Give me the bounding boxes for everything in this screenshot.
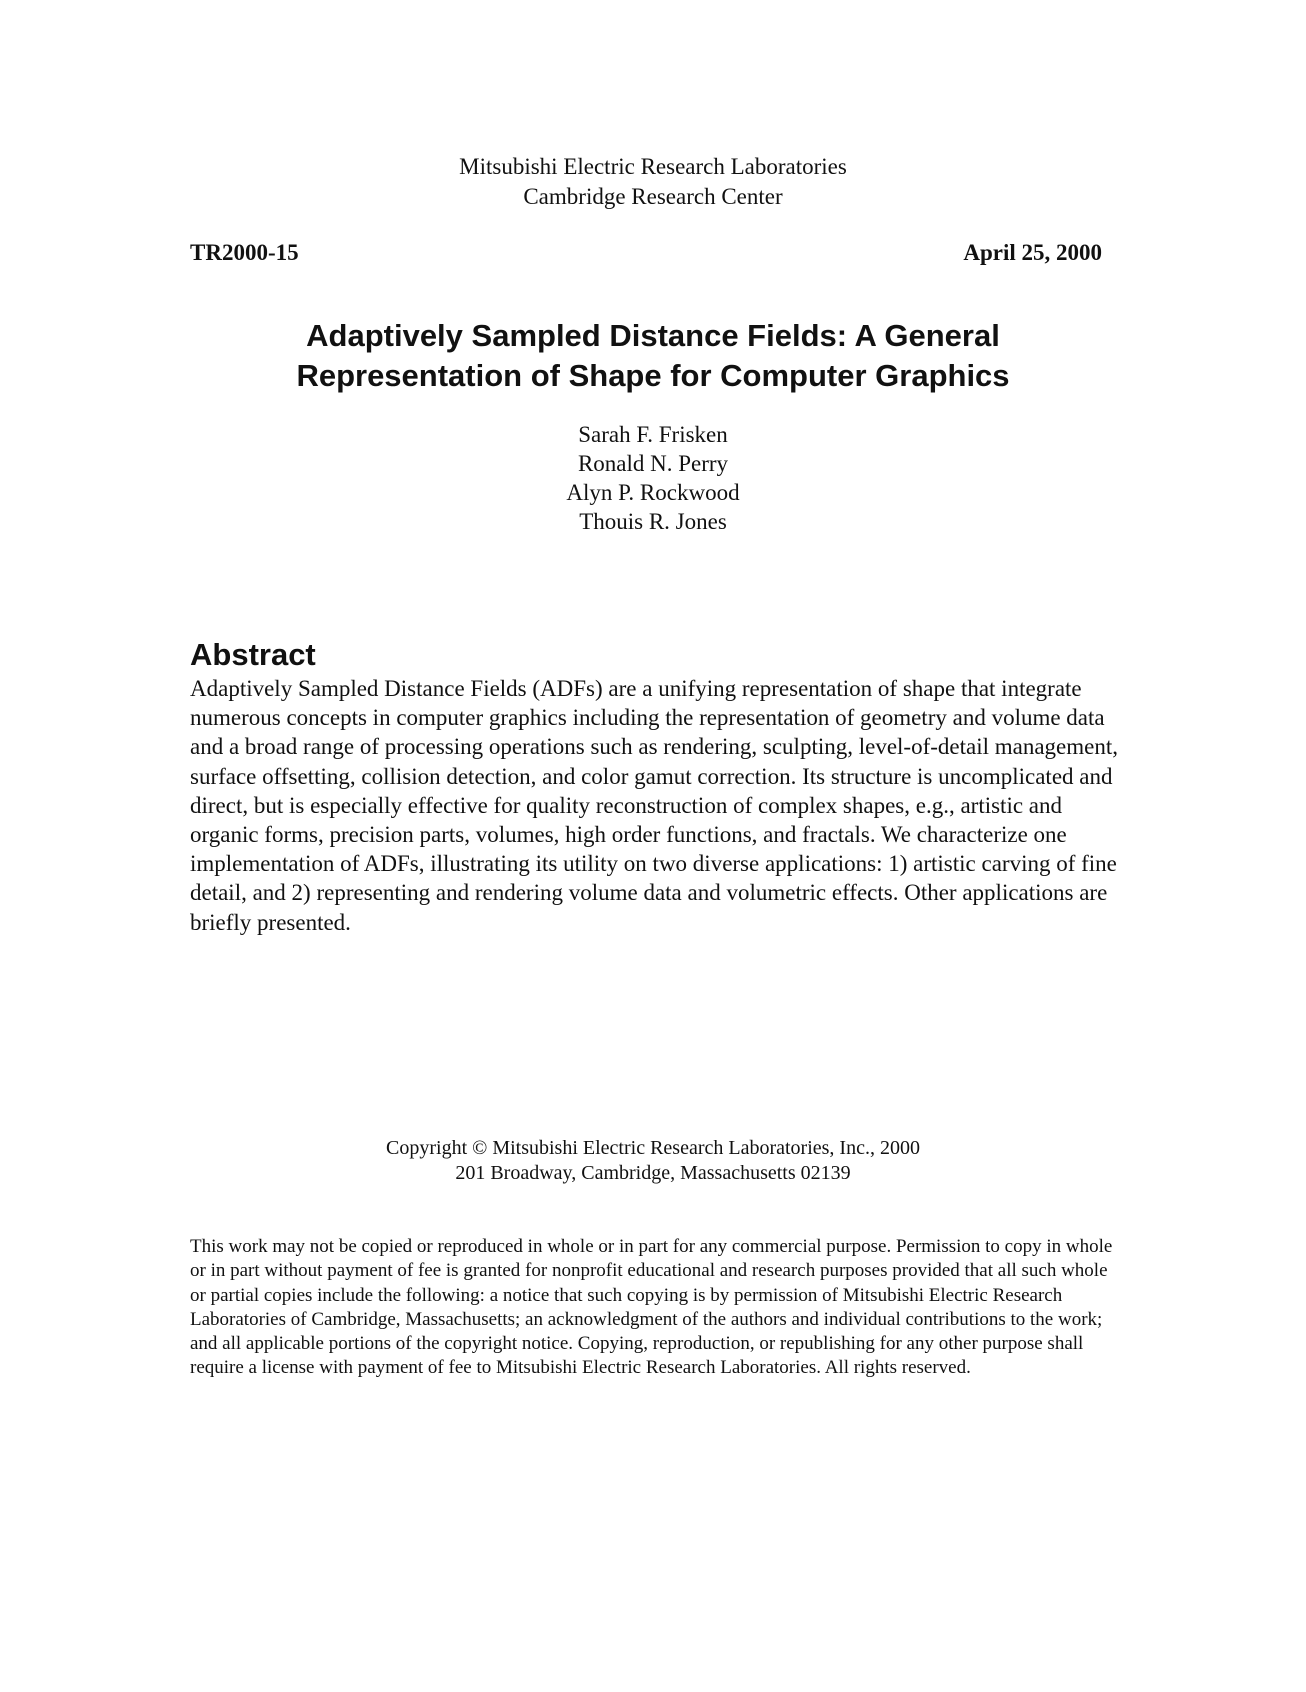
author-name: Sarah F. Frisken [578,422,728,447]
author-name: Thouis R. Jones [579,509,727,534]
abstract-text: Adaptively Sampled Distance Fields (ADFs) are a unifying representation of shape that integrate numerous concepts in computer graphics including the representation of geometry and volume data and a broad range of processing operations such as rendering, sculpting, level-of-detail management, surface offsetting, collision detection, and color gamut correction. Its structure is uncomplicated and direct, but is especially effective for quality reconstruction of complex shapes, e.g., artistic and organic forms, precision parts, volumes, high order functions, and fractals. We characterize one implementation of ADFs, illustrating its utility on two diverse applications: 1) artistic carving of fine detail, and 2) representing and rendering volume data and volumetric effects. Other applications are briefly presented. [190,676,1118,935]
copyright-line: Copyright © Mitsubishi Electric Research Laboratories, Inc., 2000 [386,1137,920,1159]
copyright-notice: This work may not be copied or reproduced in whole or in part for any commercial purpose. Permission to copy in whole or in part without payment of fee is granted for nonprofit educational and research purposes provided that all such whole or partial copies include the following: a notice that such copying is by permission of Mitsubishi Electric Research Laboratories of Cambridge, Massachusetts; an acknowledgment of the authors and individual contributions to the work; and all applicable portions of the copyright notice. Copying, reproduction, or republishing for any other purpose shall require a license with payment of fee to Mitsubishi Electric Research Laboratories. All rights reserved. [190,1236,1113,1379]
research-center-name: Cambridge Research Center [523,184,783,209]
copyright-address: 201 Broadway, Cambridge, Massachusetts 02139 [455,1162,851,1184]
author-list [0,420,1306,536]
report-number: TR2000-15 [190,240,299,265]
abstract-heading: Abstract [190,637,316,672]
author-name: Ronald N. Perry [577,451,729,476]
paper-title-line-1: Adaptively Sampled Distance Fields: A General [306,318,1000,353]
paper-title-line-2: Representation of Shape for Computer Graphics [296,358,1010,393]
report-info-row [190,238,1102,268]
report-date: April 25, 2000 [963,240,1102,265]
author-name: Alyn P. Rockwood [566,480,740,505]
organization-name: Mitsubishi Electric Research Laboratories [459,154,847,179]
